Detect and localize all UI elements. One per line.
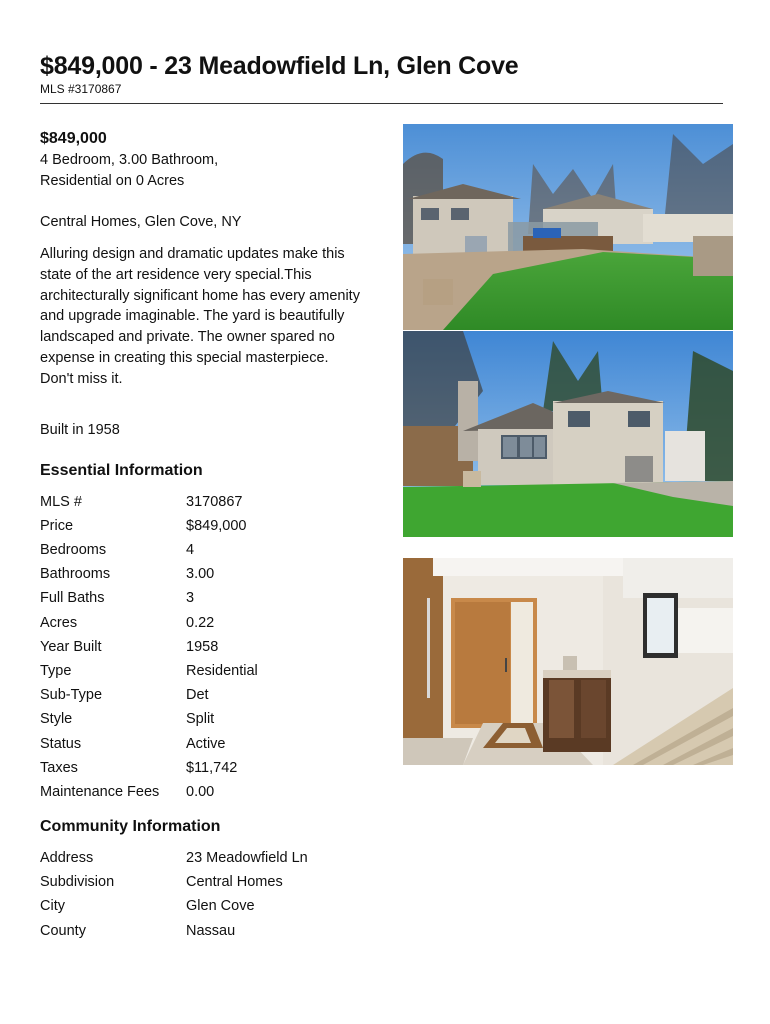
community-info-heading: Community Information — [40, 818, 221, 836]
community-info-row-value: Glen Cove — [186, 898, 255, 915]
essential-info-row-value: $11,742 — [186, 759, 238, 776]
essential-info-row-value: Split — [186, 711, 215, 728]
essential-info-row-value: 0.22 — [186, 614, 215, 631]
essential-info-row — [40, 490, 258, 514]
community-info-row-label: Address — [40, 850, 94, 867]
essential-info-row — [40, 562, 258, 586]
house-front-lawn-photo — [403, 331, 733, 537]
essential-info-row — [40, 756, 258, 780]
mls-number-subtitle: MLS #3170867 — [40, 82, 122, 96]
essential-info-row-value: 3 — [186, 590, 195, 607]
essential-info-row-value: 0.00 — [186, 783, 215, 800]
entry-foyer-photo — [403, 558, 733, 765]
entry-foyer-image — [403, 558, 733, 765]
essential-info-row-label: Bathrooms — [40, 566, 111, 583]
listing-summary-line-2: Residential on 0 Acres — [40, 173, 185, 189]
backyard-deck-image — [403, 124, 733, 330]
essential-info-row-label: MLS # — [40, 493, 82, 510]
essential-info-row — [40, 586, 258, 610]
listing-summary-line-1: 4 Bedroom, 3.00 Bathroom, — [40, 152, 219, 168]
essential-info-row — [40, 611, 258, 635]
community-info-row — [40, 894, 308, 918]
header-divider — [40, 103, 723, 104]
essential-info-row-value: Det — [186, 687, 209, 704]
house-front-image — [403, 331, 733, 537]
essential-info-row-label: Year Built — [40, 638, 102, 655]
community-info-row-label: County — [40, 922, 86, 939]
community-info-row-value: Nassau — [186, 922, 236, 939]
essential-info-row — [40, 538, 258, 562]
essential-info-row-label: Status — [40, 735, 82, 752]
essential-info-row — [40, 731, 258, 755]
essential-info-row-value: 1958 — [186, 638, 219, 655]
community-info-row — [40, 846, 308, 870]
backyard-deck-photo — [403, 124, 733, 330]
essential-info-row-label: Acres — [40, 614, 78, 631]
community-info-row-label: Subdivision — [40, 874, 115, 891]
essential-info-row — [40, 683, 258, 707]
essential-info-row-value: Residential — [186, 662, 258, 679]
essential-info-row-value: $849,000 — [186, 517, 247, 534]
essential-info-row-label: Style — [40, 711, 73, 728]
essential-info-row-label: Maintenance Fees — [40, 783, 160, 800]
essential-info-table — [40, 490, 258, 804]
community-info-row-value: 23 Meadowfield Ln — [186, 850, 308, 867]
essential-info-row — [40, 780, 258, 804]
essential-info-row-label: Taxes — [40, 759, 78, 776]
essential-info-row-label: Bedrooms — [40, 542, 107, 559]
essential-info-row-label: Type — [40, 662, 72, 679]
essential-info-row-label: Price — [40, 517, 74, 534]
essential-info-row — [40, 659, 258, 683]
community-info-table — [40, 846, 308, 943]
listing-description: Alluring design and dramatic updates make this state of the art residence very special.This architecturally significant home has every amenity and upgrade imaginable. The yard is beautifully landscaped and private. The owner spared no expense in creating this special masterpiece. Don't miss it. — [40, 246, 360, 387]
listing-details-column — [40, 128, 370, 943]
community-info-row — [40, 870, 308, 894]
essential-info-row-value: Active — [186, 735, 226, 752]
essential-info-row-label: Full Baths — [40, 590, 105, 607]
community-info-row-label: City — [40, 898, 65, 915]
page-title: $849,000 - 23 Meadowfield Ln, Glen Cove — [40, 52, 519, 80]
essential-info-row-value: 3170867 — [186, 493, 243, 510]
essential-info-heading: Essential Information — [40, 461, 203, 479]
community-info-row — [40, 919, 308, 943]
listing-location: Central Homes, Glen Cove, NY — [40, 214, 242, 230]
essential-info-row — [40, 707, 258, 731]
listing-price: $849,000 — [40, 130, 107, 147]
community-info-row-value: Central Homes — [186, 874, 283, 891]
essential-info-row — [40, 514, 258, 538]
built-year-note: Built in 1958 — [40, 421, 120, 438]
essential-info-row — [40, 635, 258, 659]
essential-info-row-label: Sub-Type — [40, 687, 103, 704]
essential-info-row-value: 3.00 — [186, 566, 215, 583]
essential-info-row-value: 4 — [186, 542, 195, 559]
